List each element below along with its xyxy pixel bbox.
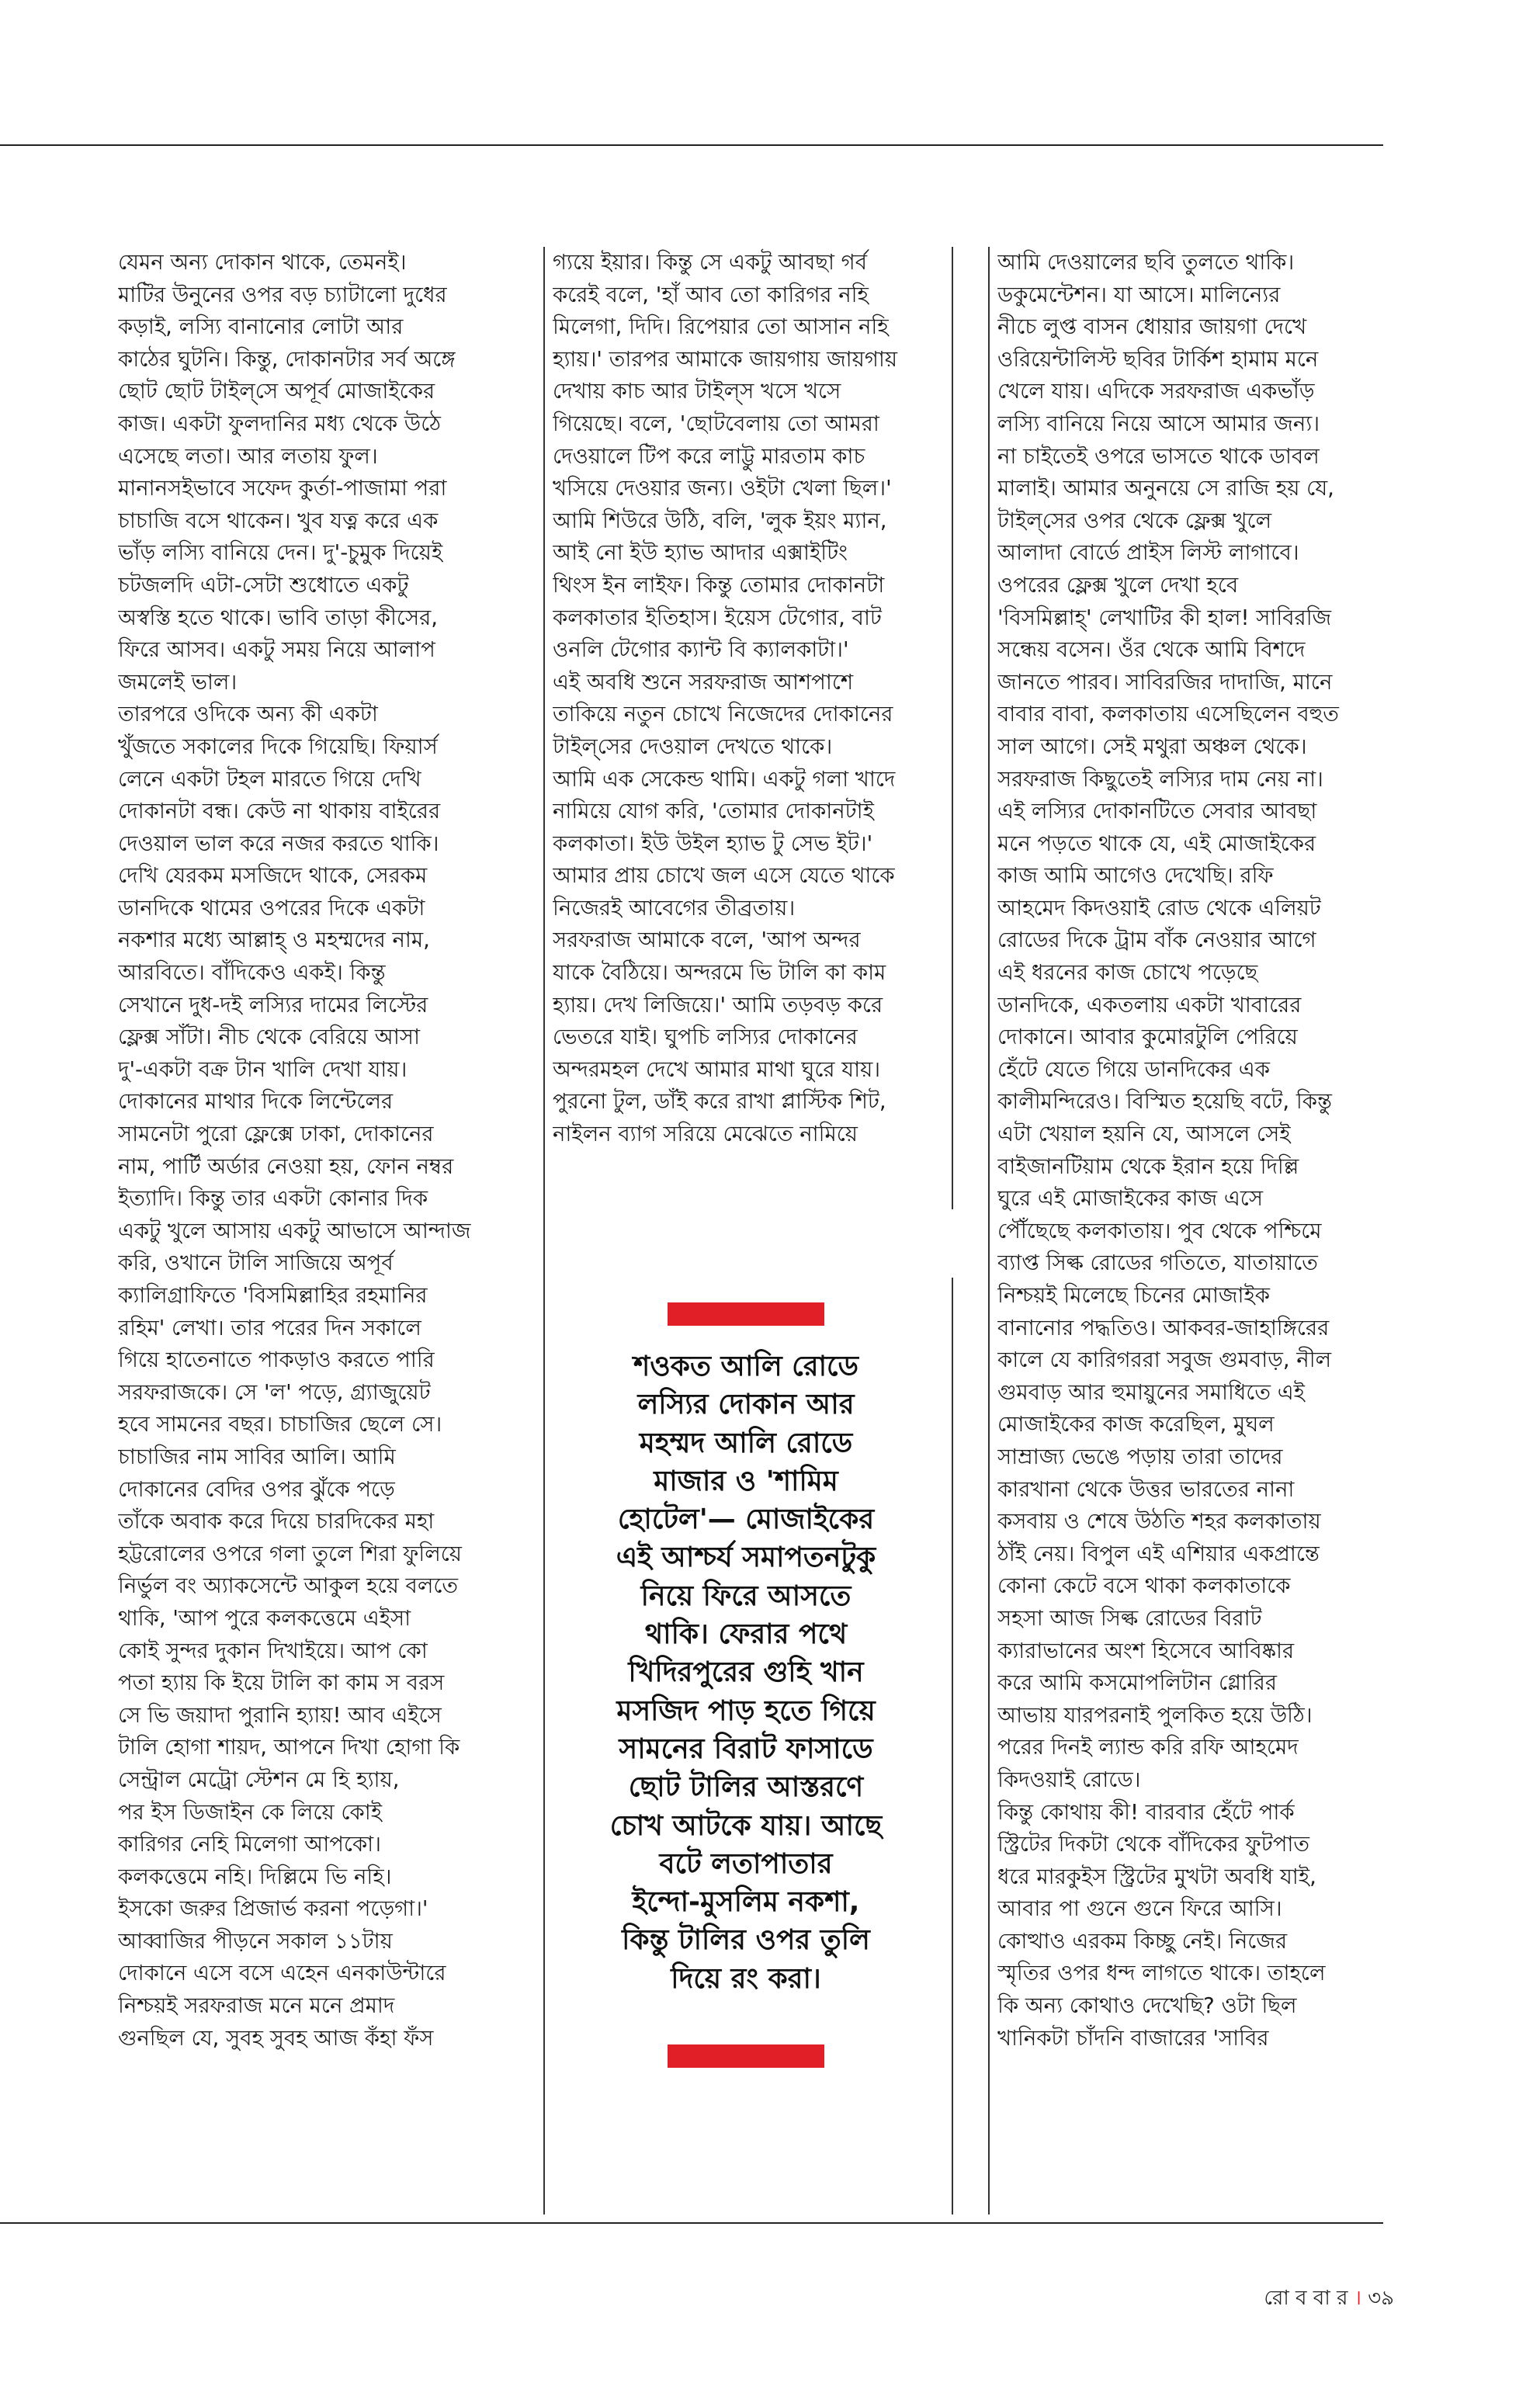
pull-quote-line: চোখ আটকে যায়। আছে bbox=[609, 1809, 883, 1842]
text-line: কারিগর নেহি মিলেগা আপকো। bbox=[118, 1832, 381, 1857]
pull-quote-line: ইন্দো-মুসলিম নকশা, bbox=[632, 1886, 860, 1919]
text-line: ওরিয়েন্টালিস্ট ছবির টার্কিশ হামাম মনে bbox=[997, 346, 1319, 372]
pull-quote bbox=[556, 1302, 936, 2068]
text-line: এই অবধি শুনে সরফরাজ আশপাশে bbox=[553, 669, 854, 695]
pull-quote-line: কিন্তু টালির ওপর তুলি bbox=[622, 1924, 870, 1957]
text-line: মিলেগা, দিদি। রিপেয়ার তো আসান নহি bbox=[553, 314, 889, 340]
text-line: ছোট ছোট টাইল্‌সে অপূর্ব মোজাইকের bbox=[118, 379, 435, 404]
text-line: কসবায় ও শেষে উঠতি শহর কলকাতায় bbox=[997, 1509, 1321, 1535]
text-line: নাইলন ব্যাগ সরিয়ে মেঝেতে নামিয়ে bbox=[553, 1122, 858, 1147]
text-line: আমার প্রায় চোখে জল এসে যেতে থাকে bbox=[553, 863, 895, 889]
text-line: ফ্লেক্স সাঁটা। নীচ থেকে বেরিয়ে আসা bbox=[118, 1025, 420, 1050]
text-line: মোজাইকের কাজ করেছিল, মুঘল bbox=[997, 1412, 1275, 1438]
text-line: ক্যালিগ্রাফিতে 'বিসমিল্লাহির রহমানির bbox=[118, 1283, 428, 1308]
text-line: নকশার মধ্যে আল্লাহ্‌ ও মহম্মদের নাম, bbox=[118, 928, 430, 953]
text-line: দোকানের বেদির ওপর ঝুঁকে পড়ে bbox=[118, 1476, 395, 1502]
text-line: ঘুরে এই মোজাইকের কাজ এসে bbox=[997, 1186, 1264, 1212]
pull-quote-line: এই আশ্চর্য সমাপতনটুকু bbox=[616, 1542, 876, 1574]
pull-quote-line: হোটেল'— মোজাইকের bbox=[617, 1503, 875, 1536]
text-line: ব্যাপ্ত সিল্ক রোডের গতিতে, যাতায়াতে bbox=[997, 1250, 1318, 1276]
text-line: রহিম' লেখা। তার পরের দিন সকালে bbox=[118, 1315, 421, 1340]
text-line: টালি হোগা শায়দ, আপনে দিখা হোগা কি bbox=[118, 1735, 460, 1760]
text-line: কিন্তু কোথায় কী! বারবার হেঁটে পার্ক bbox=[997, 1799, 1295, 1825]
text-line: কলকত্তেমে নহি। দিল্লিমে ভি নহি। bbox=[118, 1864, 392, 1889]
pull-quote-line: খিদিরপুরের গুহি খান bbox=[628, 1656, 864, 1689]
article-column-1 bbox=[118, 247, 529, 2055]
text-line: পুরনো টুল, ডাঁই করে রাখা প্লাস্টিক শিট, bbox=[553, 1089, 886, 1115]
text-line: ডানদিকে, একতলায় একটা খাবারের bbox=[997, 992, 1302, 1018]
text-line: ইত্যাদি। কিন্তু তার একটা কোনার দিক bbox=[118, 1186, 428, 1212]
footer-divider: । bbox=[1354, 2287, 1361, 2310]
text-line: এই লস্যির দোকানটিতে সেবার আবছা bbox=[997, 799, 1317, 824]
text-line: একটু খুলে আসায় একটু আভাসে আন্দাজ bbox=[118, 1218, 471, 1243]
text-line: নিশ্চয়ই মিলেছে চিনের মোজাইক bbox=[997, 1283, 1271, 1308]
text-line: সাল আগে। সেই মথুরা অঞ্চল থেকে। bbox=[997, 734, 1307, 759]
text-line: লস্যি বানিয়ে নিয়ে আসে আমার জন্য। bbox=[997, 411, 1320, 436]
text-line: কিদওয়াই রোডে। bbox=[997, 1767, 1141, 1792]
text-line: ভেতরে যাই। ঘুপচি লস্যির দোকানের bbox=[553, 1025, 858, 1050]
column-divider bbox=[543, 247, 545, 2214]
text-line: সরফরাজ কিছুতেই লস্যির দাম নেয় না। bbox=[997, 766, 1323, 792]
text-line: মাটির উনুনের ওপর বড় চ্যাটালো দুধের bbox=[118, 282, 447, 307]
text-line: সামনেটা পুরো ফ্লেক্সে ঢাকা, দোকানের bbox=[118, 1122, 434, 1147]
text-line: দেওয়াল ভাল করে নজর করতে থাকি। bbox=[118, 831, 439, 856]
pull-quote-line: বটে লতাপাতার bbox=[659, 1847, 833, 1880]
text-line: দোকানটা বন্ধ। কেউ না থাকায় বাইরের bbox=[118, 799, 441, 824]
article-column-3 bbox=[997, 247, 1401, 2055]
column-divider bbox=[952, 247, 953, 1209]
text-line: তাঁকে অবাক করে দিয়ে চারদিকের মহা bbox=[118, 1509, 435, 1535]
column-divider bbox=[952, 1278, 953, 2214]
text-line: থিংস ইন লাইফ। কিন্তু তোমার দোকানটা bbox=[553, 572, 885, 598]
text-line: ডানদিকে থামের ওপরের দিকে একটা bbox=[118, 895, 425, 921]
text-line: কলকাতা। ইউ উইল হ্যাভ টু সেভ ইট।' bbox=[553, 831, 873, 856]
text-line: বাইজানটিয়াম থেকে ইরান হয়ে দিল্লি bbox=[997, 1153, 1299, 1179]
text-line: এই ধরনের কাজ চোখে পড়েছে bbox=[997, 960, 1258, 986]
text-line: গুনছিল যে, সুবহ সুবহ আজ কঁহা ফঁস bbox=[118, 2025, 434, 2051]
text-line: ওপরের ফ্লেক্স খুলে দেখা হবে bbox=[997, 572, 1239, 598]
pull-quote-line: দিয়ে রং করা। bbox=[671, 1962, 821, 1995]
text-line: পর ইস ডিজাইন কে লিয়ে কোই bbox=[118, 1799, 383, 1825]
pull-quote-line: মসজিদ পাড় হতে গিয়ে bbox=[616, 1694, 876, 1727]
text-line: জানতে পারব। সাবিরজির দাদাজি, মানে bbox=[997, 669, 1333, 695]
text-line: ভাঁড় লস্যি বানিয়ে দেন। দু'-চুমুক দিয়েই bbox=[118, 540, 443, 566]
text-line: দেখি যেরকম মসজিদে থাকে, সেরকম bbox=[118, 863, 428, 889]
text-line: কাজ আমি আগেও দেখেছি। রফি bbox=[997, 863, 1274, 889]
text-line: আহমেদ কিদওয়াই রোড থেকে এলিয়ট bbox=[997, 895, 1321, 921]
text-line: গুমবাড় আর হুমায়ুনের সমাধিতে এই bbox=[997, 1379, 1305, 1405]
pull-quote-line: লস্যির দোকান আর bbox=[637, 1389, 855, 1421]
text-line: নির্ভুল বং অ্যাকসেন্টে আকুল হয়ে বলতে bbox=[118, 1573, 459, 1599]
text-line: সহসা আজ সিল্ক রোডের বিরাট bbox=[997, 1605, 1262, 1631]
article-column-2 bbox=[553, 247, 956, 1151]
text-line: আমি শিউরে উঠি, বলি, 'লুক ইয়ং ম্যান, bbox=[553, 508, 887, 533]
text-line: খানিকটা চাঁদনি বাজারের 'সাবির bbox=[997, 2025, 1269, 2051]
text-line: সাম্রাজ্য ভেঙে পড়ায় তারা তাদের bbox=[997, 1444, 1283, 1469]
text-line: মানানসইভাবে সফেদ কুর্তা-পাজামা পরা bbox=[118, 476, 447, 501]
text-line: আবার পা গুনে গুনে ফিরে আসি। bbox=[997, 1896, 1282, 1922]
text-line: কালীমন্দিরেও। বিস্মিত হয়েছি বটে, কিন্তু bbox=[997, 1089, 1332, 1115]
text-line: সেন্ট্রাল মেট্রো স্টেশন মে হি হ্যায়, bbox=[118, 1767, 400, 1792]
text-line: করেই বলে, 'হাঁ আব তো কারিগর নহি bbox=[553, 282, 869, 307]
text-line: সন্ধেয় বসেন। ওঁর থেকে আমি বিশদে bbox=[997, 637, 1306, 663]
text-line: ডকুমেন্টেশন। যা আসে। মালিন্যের bbox=[997, 282, 1281, 307]
text-line: স্মৃতির ওপর ধন্দ লাগতে থাকে। তাহলে bbox=[997, 1961, 1326, 1986]
pull-quote-line: সামনের বিরাট ফাসাডে bbox=[619, 1732, 873, 1765]
text-line: আমি এক সেকেন্ড থামি। একটু গলা খাদে bbox=[553, 766, 896, 792]
text-line: হবে সামনের বছর। চাচাজির ছেলে সে। bbox=[118, 1412, 442, 1438]
text-line: আভায় যারপরনাই পুলকিত হয়ে উঠি। bbox=[997, 1702, 1313, 1728]
pull-quote-line: শওকত আলি রোডে bbox=[633, 1351, 858, 1382]
pull-quote-text bbox=[556, 1347, 936, 1998]
text-line: টাইল্‌সের ওপর থেকে ফ্লেক্স খুলে bbox=[997, 508, 1272, 533]
text-line: কড়াই, লস্যি বানানোর লোটা আর bbox=[118, 314, 404, 340]
text-line: মালাই। আমার অনুনয়ে সে রাজি হয় যে, bbox=[997, 476, 1334, 501]
pull-quote-line: থাকি। ফেরার পথে bbox=[644, 1618, 848, 1651]
text-line: ক্যারাভানের অংশ হিসেবে আবিষ্কার bbox=[997, 1638, 1295, 1663]
pull-quote-line: ছোট টালির আস্তরণে bbox=[628, 1771, 864, 1804]
text-line: গ্যয়ে ইয়ার। কিন্তু সে একটু আবছা গর্ব bbox=[553, 250, 868, 275]
magazine-name: রো ব বা র bbox=[1264, 2287, 1348, 2310]
text-line: সরফরাজকে। সে 'ল' পড়ে, গ্র্যাজুয়েট bbox=[118, 1379, 431, 1405]
text-line: এটা খেয়াল হয়নি যে, আসলে সেই bbox=[997, 1122, 1291, 1147]
top-rule bbox=[0, 144, 1383, 146]
text-line: পরের দিনই ল্যান্ড করি রফি আহমেদ bbox=[997, 1735, 1299, 1760]
text-line: তাকিয়ে নতুন চোখে নিজেদের দোকানের bbox=[553, 702, 893, 727]
text-line: লেনে একটা টহল মারতে গিয়ে দেখি bbox=[118, 766, 421, 792]
text-line: আমি দেওয়ালের ছবি তুলতে থাকি। bbox=[997, 250, 1295, 275]
text-line: রোডের দিকে ট্রাম বাঁক নেওয়ার আগে bbox=[997, 928, 1316, 953]
text-line: কোই সুন্দর দুকান দিখাইয়ে। আপ কো bbox=[118, 1638, 428, 1663]
text-line: আই নো ইউ হ্যাভ আদার এক্সাইটিং bbox=[553, 540, 848, 566]
text-line: বাবার বাবা, কলকাতায় এসেছিলেন বহুত bbox=[997, 702, 1339, 727]
text-line: 'বিসমিল্লাহ্‌' লেখাটির কী হাল! সাবিরজি bbox=[997, 605, 1332, 630]
pull-quote-line: মহম্মদ আলি রোডে bbox=[639, 1427, 853, 1459]
text-line: গিয়ে হাতেনাতে পাকড়াও করতে পারি bbox=[118, 1347, 435, 1373]
pull-quote-line: নিয়ে ফিরে আসতে bbox=[640, 1580, 852, 1612]
text-line: দু'-একটা বক্র টান খালি দেখা যায়। bbox=[118, 1056, 408, 1082]
text-line: কালে যে কারিগররা সবুজ গুমবাড়, নীল bbox=[997, 1347, 1332, 1373]
text-line: কাঠের ঘুটনি। কিন্তু, দোকানটার সর্ব অঙ্গে bbox=[118, 346, 456, 372]
text-line: না চাইতেই ওপরে ভাসতে থাকে ডাবল bbox=[997, 443, 1320, 469]
text-line: পৌঁছেছে কলকাতায়। পুব থেকে পশ্চিমে bbox=[997, 1218, 1322, 1243]
text-line: চাচাজি বসে থাকেন। খুব যত্ন করে এক bbox=[118, 508, 439, 533]
text-line: হ্যায়। দেখ লিজিয়ে।' আমি তড়বড় করে bbox=[553, 992, 883, 1018]
text-line: চাচাজির নাম সাবির আলি। আমি bbox=[118, 1444, 396, 1469]
text-line: জমলেই ভাল। bbox=[118, 669, 238, 695]
text-line: নাম, পার্টি অর্ডার নেওয়া হয়, ফোন নম্বর bbox=[118, 1153, 454, 1179]
text-line: ইসকো জরুর প্রিজার্ভ করনা পড়েগা।' bbox=[118, 1896, 428, 1922]
column-divider bbox=[988, 247, 990, 2214]
text-line: কি অন্য কোথাও দেখেছি? ওটা ছিল bbox=[997, 1993, 1297, 2019]
text-line: নিজেরই আবেগের তীব্রতায়। bbox=[553, 895, 796, 921]
text-line: দেওয়ালে টিপ করে লাট্টু মারতাম কাচ bbox=[553, 443, 865, 469]
text-line: হেঁটে যেতে গিয়ে ডানদিকের এক bbox=[997, 1056, 1270, 1082]
text-line: চটজলদি এটা-সেটা শুধোতে একটু bbox=[118, 572, 409, 598]
text-line: আব্বাজির পীড়নে সকাল ১১টায় bbox=[118, 1928, 393, 1954]
text-line: এসেছে লতা। আর লতায় ফুল। bbox=[118, 443, 378, 469]
bottom-rule bbox=[0, 2222, 1383, 2224]
text-line: আরবিতে। বাঁদিকেও একই। কিন্তু bbox=[118, 960, 386, 986]
text-line: ঠাঁই নেয়। বিপুল এই এশিয়ার একপ্রান্তে bbox=[997, 1541, 1320, 1566]
text-line: মনে পড়তে থাকে যে, এই মোজাইকের bbox=[997, 831, 1316, 856]
text-line: কারখানা থেকে উত্তর ভারতের নানা bbox=[997, 1476, 1295, 1502]
text-line: সরফরাজ আমাকে বলে, 'আপ অন্দর bbox=[553, 928, 861, 953]
pull-quote-line: মাজার ও 'শামিম bbox=[654, 1465, 838, 1497]
text-line: ধরে মারকুইস স্ট্রিটের মুখটা অবধি যাই, bbox=[997, 1864, 1316, 1889]
text-line: স্ট্রিটের দিকটা থেকে বাঁদিকের ফুটপাত bbox=[997, 1832, 1309, 1857]
text-line: অন্দরমহল দেখে আমার মাথা ঘুরে যায়। bbox=[553, 1056, 881, 1082]
text-line: হ্যায়।' তারপর আমাকে জায়গায় জায়গায় bbox=[553, 346, 898, 372]
text-line: থাকি, 'আপ পুরে কলকত্তেমে এইসা bbox=[118, 1605, 411, 1631]
text-line: দেখায় কাচ আর টাইল্‌স খসে খসে bbox=[553, 379, 841, 404]
text-line: গিয়েছে। বলে, 'ছোটবেলায় তো আমরা bbox=[553, 411, 879, 436]
text-line: তারপরে ওদিকে অন্য কী একটা bbox=[118, 702, 378, 727]
text-line: নীচে লুপ্ত বাসন ধোয়ার জায়গা দেখে bbox=[997, 314, 1307, 340]
text-line: কোত্থাও এরকম কিচ্ছু নেই। নিজের bbox=[997, 1928, 1288, 1954]
text-line: বানানোর পদ্ধতিও। আকবর-জাহাঙ্গিরের bbox=[997, 1315, 1330, 1340]
page-footer bbox=[1264, 2282, 1394, 2316]
text-line: দোকানে। আবার কুমোরটুলি পেরিয়ে bbox=[997, 1025, 1298, 1050]
text-line: খেলে যায়। এদিকে সরফরাজ একভাঁড় bbox=[997, 379, 1315, 404]
text-line: অস্বস্তি হতে থাকে। ভাবি তাড়া কীসের, bbox=[118, 605, 438, 630]
text-line: টাইল্‌সের দেওয়াল দেখতে থাকে। bbox=[553, 734, 833, 759]
text-line: কোনা কেটে বসে থাকা কলকাতাকে bbox=[997, 1573, 1291, 1599]
page-number: ৩৯ bbox=[1368, 2287, 1394, 2310]
pull-quote-bottom-bar bbox=[668, 2044, 824, 2068]
text-line: আলাদা বোর্ডে প্রাইস লিস্ট লাগাবে। bbox=[997, 540, 1299, 566]
text-line: দোকানে এসে বসে এহেন এনকাউন্টারে bbox=[118, 1961, 446, 1986]
text-line: ফিরে আসব। একটু সময় নিয়ে আলাপ bbox=[118, 637, 435, 663]
text-line: দোকানের মাথার দিকে লিন্টেলের bbox=[118, 1089, 394, 1115]
text-line: কাজ। একটা ফুলদানির মধ্য থেকে উঠে bbox=[118, 411, 441, 436]
pull-quote-top-bar bbox=[668, 1302, 824, 1326]
text-line: হট্টরোলের ওপরে গলা তুলে শিরা ফুলিয়ে bbox=[118, 1541, 463, 1566]
text-line: যেমন অন্য দোকান থাকে, তেমনই। bbox=[118, 250, 407, 275]
text-line: নিশ্চয়ই সরফরাজ মনে মনে প্রমাদ bbox=[118, 1993, 395, 2019]
text-line: খুঁজতে সকালের দিকে গিয়েছি। ফিয়ার্স bbox=[118, 734, 438, 759]
text-line: ওনলি টেগোর ক্যান্ট বি ক্যালকাটা।' bbox=[553, 637, 849, 663]
text-line: করে আমি কসমোপলিটান গ্লোরির bbox=[997, 1670, 1278, 1696]
text-line: যাকে বৈঠিয়ে। অন্দরমে ভি টালি কা কাম bbox=[553, 960, 886, 986]
text-line: সে ভি জয়াদা পুরানি হ্যায়! আব এইসে bbox=[118, 1702, 442, 1728]
text-line: খসিয়ে দেওয়ার জন্য। ওইটা খেলা ছিল।' bbox=[553, 476, 892, 501]
text-line: নামিয়ে যোগ করি, 'তোমার দোকানটাই bbox=[553, 799, 874, 824]
text-line: পতা হ্যায় কি ইয়ে টালি কা কাম স বরস bbox=[118, 1670, 445, 1696]
text-line: করি, ওখানে টালি সাজিয়ে অপূর্ব bbox=[118, 1250, 394, 1276]
text-line: কলকাতার ইতিহাস। ইয়েস টেগোর, বাট bbox=[553, 605, 882, 630]
text-line: সেখানে দুধ-দই লস্যির দামের লিস্টের bbox=[118, 992, 428, 1018]
